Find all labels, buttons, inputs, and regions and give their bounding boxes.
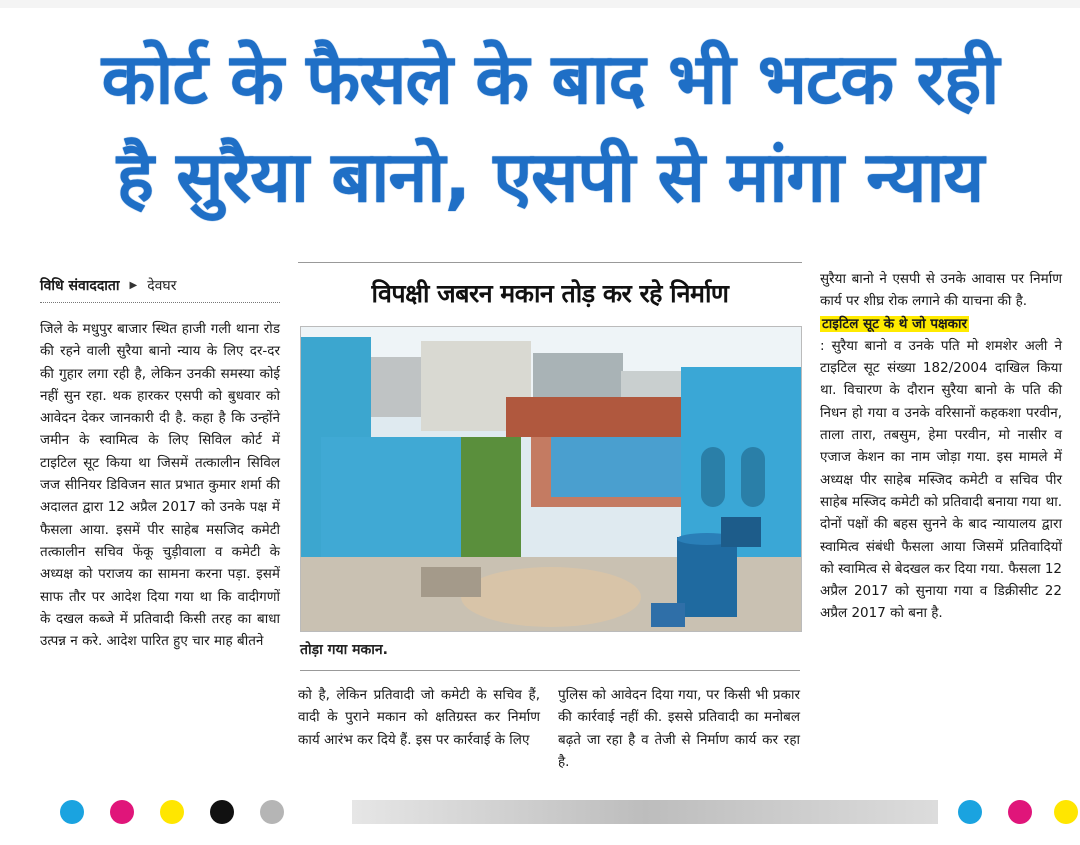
news-photo <box>300 326 802 632</box>
column-4-body: : सुरैया बानो व उनके पति मो शमशेर अली ने टाइटिल सूट संख्या 182/2004 दाखिल किया था. विचारण के दौरान सुरैया बानो के पति की निधन हो गया व उनके वरिसानों कहकशा परवीन, ताला तारा, तबसुम, हेमा परवीन, मो नासीर व एजाज केशन का नाम जोड़ा गया. इस मामले में अध्यक्ष पीर साहेब मस्जिद कमेटी व सचिव पीर साहेब मस्जिद कमेटी को प्रतिवादी बनाया गया था. दोनों पक्षों की बहस सुनने के बाद न्यायालय द्वारा स्वामित्व संबंधी फैसला आया जिसमें प्रतिवादियों को स्वामित्व से बेदखल कर दिया गया. फैसला 12 अप्रैल 2017 को सुनाया गया व डिक्रीसीट 22 अप्रैल 2017 को बना है. <box>820 337 1062 622</box>
magenta-dot-right <box>1008 800 1032 824</box>
headline-line-2: है सुरैया बानो, एसपी से मांगा न्याय <box>116 136 984 218</box>
cyan-dot <box>60 800 84 824</box>
column-4-intro: सुरैया बानो ने एसपी से उनके आवास पर निर्माण कार्य पर शीघ्र रोक लगाने की याचना की है. <box>820 271 1062 310</box>
gray-gradient-bar <box>352 800 938 824</box>
article-subhead: विपक्षी जबरन मकान तोड़ कर रहे निर्माण <box>371 279 729 308</box>
byline-place: देवघर <box>147 277 177 294</box>
triangle-right-icon: ▶ <box>129 279 138 291</box>
demolished-house-photo <box>301 327 801 631</box>
top-page-edge <box>0 0 1080 8</box>
subhead-box <box>298 262 802 323</box>
article-column-4 <box>820 268 1062 625</box>
yellow-dot <box>160 800 184 824</box>
headline-line-1: कोर्ट के फैसले के बाद भी भटक रही <box>101 38 999 120</box>
black-dot <box>210 800 234 824</box>
color-registration-strip <box>40 790 1080 832</box>
article-column-3: पुलिस को आवेदन दिया गया, पर किसी भी प्रकार की कार्रवाई नहीं की. इससे प्रतिवादी का मनोबल बढ़ते जा रहा है व तेजी से निर्माण कार्य कर रहा है. <box>558 687 800 770</box>
photo-caption: तोड़ा गया मकान. <box>300 640 800 671</box>
article-column-1: जिले के मधुपुर बाजार स्थित हाजी गली थाना रोड की रहने वाली सुरैया बानो न्याय के लिए दर-दर की गुहार लगा रही है, लेकिन उनकी समस्या कोई नहीं सुन रहा. थक हारकर एसपी को बुधवार को आवेदन देकर जानकारी दी है. कहा है कि उन्होंने जमीन के स्वामित्व के लिए सिविल कोर्ट में टाइटिल सूट किया था जिसमें तत्कालीन सिविल जज सीनियर डिविजन सात प्रभात कुमार शर्मा की अदालत द्वारा 12 अप्रैल 2017 को उनके पक्ष में फैसला आया. इसमें पीर साहेब मसजिद कमेटी तत्कालीन सचिव फेंकू चुड़ीवाला व कमेटी के अध्यक्ष को पराजय का सामना करना पड़ा. इसमें साफ तौर पर आदेश दिया गया था कि वादीगणों के दखल कब्जे में प्रतिवादी किसी तरह का बाधा उत्पन्न न करे. आदेश पारित हुए चार माह बीतने <box>40 321 280 650</box>
gray-dot <box>260 800 284 824</box>
headline <box>40 30 1060 226</box>
byline <box>40 272 280 303</box>
cyan-dot-right <box>958 800 982 824</box>
byline-reporter: विधि संवाददाता <box>40 277 120 294</box>
column-4-subhead: टाइटिल सूट के थे जो पक्षकार <box>822 315 968 332</box>
article-column-2: को है, लेकिन प्रतिवादी जो कमेटी के सचिव हैं, वादी के पुराने मकान को क्षतिग्रस्त कर निर्माण कार्य आरंभ कर दिये हैं. इस पर कार्रवाई के लिए <box>298 687 540 748</box>
yellow-dot-right <box>1054 800 1078 824</box>
magenta-dot <box>110 800 134 824</box>
